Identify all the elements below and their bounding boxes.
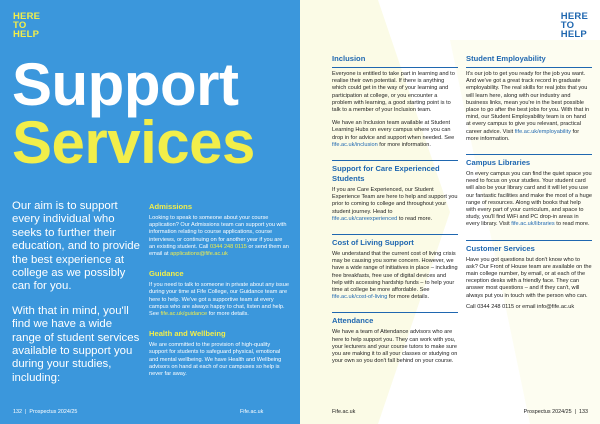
intro-paragraph-1: Our aim is to support every individual who seeks to further their education, and to provide the best experience at college as we possibly can for you.	[12, 200, 140, 293]
section-title-customer: Customer Services	[466, 243, 535, 253]
section-body-inclusion-1: Everyone is entitled to take part in learning and to realise their own potential. If there is anything which could get in the way of your learning and participation at college, or you encounter a problem with learning, a good starting point is to talk to a member of your Inclusion team.	[332, 71, 455, 114]
section-rule	[466, 154, 592, 155]
admissions-email-link[interactable]: applications@fife.ac.uk	[170, 251, 228, 258]
page-number-right: 133	[579, 409, 588, 415]
section-rule	[332, 67, 458, 68]
footer-right: Prospectus 2024/25 | 133	[523, 409, 588, 415]
section-title-guidance: Guidance	[149, 269, 184, 279]
section-title-employability: Student Employability	[466, 54, 546, 63]
right-column-1	[332, 54, 458, 376]
footer-site-right: Fife.ac.uk	[332, 409, 356, 415]
section-body-libraries: On every campus you can find the quiet space you need to focus on your studies. Your student card will also be your library card and it will let you use our fantastic facilities and make the most of a huge range of resources. Along with books that help with every part of your curriculum, and space to study, you'll find WiFi and PC drop-in areas in every library. Visit fife.ac.uk/libraries to read more.	[466, 171, 592, 228]
customer-contact-link[interactable]: Call 0344 248 0115 or email info@fife.ac.uk	[466, 303, 575, 310]
section-title-care: Support for Care Experienced Students	[332, 164, 440, 184]
section-body-employability: It's our job to get you ready for the job you want. And we've got a great track record in graduate employability. The real skills for real jobs that you will learn here, along with our industry and business links, mean you're in the best possible place to go after the best jobs for you. With that in mind, our Student Employability team is on hand at every campus to give you relevant, practical career advice. Visit fife.ac.uk/employability for more information.	[466, 71, 590, 142]
section-rule	[332, 234, 458, 235]
section-rule	[466, 240, 592, 241]
right-column-2	[466, 54, 592, 322]
section-rule	[466, 67, 592, 68]
here-to-help-logo-right: HERE TO HELP	[560, 11, 588, 40]
care-link[interactable]: fife.ac.uk/careexperienced	[332, 215, 398, 222]
section-rule	[332, 160, 458, 161]
employability-link[interactable]: fife.ac.uk/employability	[514, 128, 571, 135]
intro-paragraph-2: With that in mind, you'll find we have a wide range of student services available to support you during your studies, including:	[12, 304, 140, 384]
inclusion-link[interactable]: fife.ac.uk/inclusion	[332, 141, 378, 148]
intro-text	[12, 200, 140, 396]
section-body-customer: Have you got questions but don't know who to ask? Our Front of House team are available on the main college number, by email, or at each of the reception desks with a friendly face. They can answer most questions – and if they can't, will always put you in touch with the person who can.	[466, 256, 592, 299]
footer-left: 132 | Prospectus 2024/25	[13, 409, 78, 415]
section-body-attendance: We have a team of Attendance advisors who are here to help support you. They can work with you, your lecturers and your course tutors to make sure you are making it to all your classes or studying on your own so you don't fall behind on your course.	[332, 329, 458, 365]
section-body-admissions: Looking to speak to someone about your course application? Our Admissions team can support you with information relating to course applications, course interviews, or continuing on for another year if you are an existing student. Call 0344 248 0115 or send them an email at applications@fife.ac.uk	[149, 215, 289, 258]
guidance-link[interactable]: fife.ac.uk/guidance	[160, 311, 208, 318]
section-rule	[332, 312, 458, 313]
libraries-link[interactable]: fife.ac.uk/libraries	[511, 221, 555, 228]
section-title-cost: Cost of Living Support	[332, 238, 414, 248]
title-line-services: Services	[12, 109, 255, 176]
section-title-health: Health and Wellbeing	[149, 329, 226, 339]
page-title	[12, 51, 255, 176]
here-to-help-logo: HERE TO HELP	[13, 11, 41, 40]
section-title-libraries: Campus Libraries	[466, 158, 531, 168]
section-body-cost: We understand that the current cost of living crisis may be causing you some concern. However, we have a wide range of initiatives in place – including free breakfasts, free use of digital devices and help with accessing hardship funds – to help your time at college be more affordable. See fife.ac.uk/cost-of-living for more details.	[332, 251, 458, 301]
section-body-inclusion-2: We have an Inclusion team available at Student Learning Hubs on every campus where you can drop in for advice and support when needed. See fife.ac.uk/inclusion for more information.	[332, 120, 455, 148]
cost-link[interactable]: fife.ac.uk/cost-of-living	[332, 294, 388, 301]
right-page	[300, 0, 600, 424]
section-body-guidance: If you need to talk to someone in private about any issue during your time at Fife College, our Guidance team are here to help. We've got a supportive team at every campus who are always happy to chat, listen and help. See fife.ac.uk/guidance for more details.	[149, 282, 289, 318]
page-number-left: 132	[13, 409, 22, 415]
section-title-inclusion: Inclusion	[332, 54, 366, 63]
admissions-phone-link[interactable]: 0344 248 0115	[209, 243, 247, 250]
section-title-admissions: Admissions	[149, 202, 193, 211]
section-title-attendance: Attendance	[332, 316, 374, 326]
title-line-support: Support	[12, 51, 239, 118]
section-body-care: If you are Care Experienced, our Student Experience Team are here to help and support you prior to coming to college and throughout your student journey. Head to fife.ac.uk/careexperienced to read more.	[332, 187, 458, 222]
footer-site-left: Fife.ac.uk	[240, 409, 264, 415]
left-sections-column	[149, 202, 289, 389]
section-body-health: We are committed to the provision of high-quality support for students to safeguard physical, emotional and mental wellbeing. We have Health and Wellbeing advisors on hand at each of our campuses so help is never far away.	[149, 342, 282, 378]
